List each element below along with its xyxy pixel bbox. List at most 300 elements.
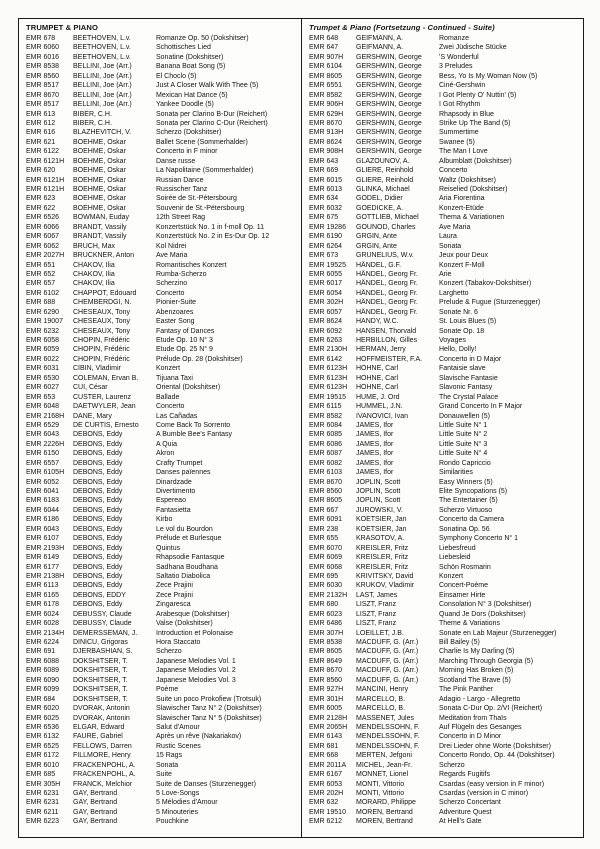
emr-number: EMR 668 xyxy=(309,752,339,760)
composer-name: GLIERE, Reinhold xyxy=(356,167,414,175)
composer-name: DE CURTIS, Ernesto xyxy=(73,421,139,429)
composer-name: FILLMORE, Henry xyxy=(73,752,131,760)
catalog-row xyxy=(309,789,579,798)
piece-title: 3 Preludes xyxy=(439,63,473,71)
composer-name: GAY, Bertrand xyxy=(73,808,118,816)
emr-number: EMR 8538 xyxy=(309,639,343,646)
piece-title: Fantaisie slave xyxy=(439,365,486,373)
composer-name: JAMES, Ifor xyxy=(356,431,394,439)
catalog-row xyxy=(309,638,579,647)
composer-name: BOEHME, Oskar xyxy=(73,167,126,175)
piece-title: Ciné-Gershwin xyxy=(439,82,486,90)
catalog-row xyxy=(26,798,297,807)
piece-title: Zece Prajini xyxy=(156,582,193,590)
catalog-row xyxy=(26,704,297,713)
composer-name: JOPLIN, Scott xyxy=(356,488,401,495)
catalog-row xyxy=(26,251,297,260)
composer-name: MENDELSSOHN, F. xyxy=(356,742,420,750)
catalog-row xyxy=(309,430,579,439)
composer-name: MENDELSSOHN, F. xyxy=(356,723,420,731)
composer-name: CHOPIN, Frédéric xyxy=(73,337,130,344)
composer-name: CHAKOV, Ilia xyxy=(73,280,115,288)
piece-title: Slawischer Tanz N° 2 (Dokshitser) xyxy=(156,705,262,713)
emr-number: EMR 632 xyxy=(309,799,339,807)
catalog-row xyxy=(26,72,297,81)
emr-number: EMR 6057 xyxy=(309,308,343,316)
emr-number: EMR 669 xyxy=(309,167,339,175)
composer-name: HANSEN, Thorvald xyxy=(356,327,417,335)
emr-number: EMR 6043 xyxy=(26,525,60,533)
composer-name: GERSHWIN, George xyxy=(356,148,422,156)
catalog-row xyxy=(309,657,579,666)
catalog-row xyxy=(309,298,579,307)
emr-number: EMR 6099 xyxy=(26,686,60,694)
composer-name: GEIFMANN, A. xyxy=(356,35,404,42)
catalog-row xyxy=(309,676,579,685)
catalog-row xyxy=(309,572,579,581)
catalog-row xyxy=(26,449,297,458)
piece-title: Konzertstück No. 1 in f-moll Op. 11 xyxy=(156,223,265,231)
catalog-row xyxy=(309,34,579,43)
composer-name: DOKSHITSER, T. xyxy=(73,695,128,703)
catalog-row xyxy=(309,449,579,458)
emr-number: EMR 6054 xyxy=(309,289,343,297)
piece-title: Sonata per Clarino B-Dur (Reichert) xyxy=(156,110,268,118)
composer-name: DEBONS, Eddy xyxy=(73,459,123,467)
catalog-row xyxy=(309,308,579,317)
emr-number: EMR 2130H xyxy=(309,346,348,354)
catalog-row xyxy=(26,62,297,71)
catalog-row xyxy=(309,223,579,232)
emr-number: EMR 2226H xyxy=(26,440,65,448)
composer-name: BOEHME, Oskar xyxy=(73,195,126,203)
catalog-row xyxy=(309,62,579,71)
emr-number: EMR 8670 xyxy=(309,667,343,675)
composer-name: MACDUFF, G. (Arr.) xyxy=(356,648,419,656)
catalog-row xyxy=(26,610,297,619)
catalog-row xyxy=(309,751,579,760)
emr-number: EMR 6091 xyxy=(309,516,343,524)
emr-number: EMR 907H xyxy=(309,53,344,61)
emr-number: EMR 6060 xyxy=(26,44,60,52)
catalog-row xyxy=(309,110,579,119)
piece-title: Sonate Nr. 6 xyxy=(439,308,478,316)
catalog-row xyxy=(309,647,579,656)
catalog-row xyxy=(26,279,297,288)
emr-number: EMR 6115 xyxy=(309,403,342,411)
composer-name: BELLINI, Joe (Arr.) xyxy=(73,82,132,90)
catalog-row xyxy=(309,798,579,807)
piece-title: Akron xyxy=(156,450,175,458)
composer-name: DEBONS, Eddy xyxy=(73,488,123,495)
piece-title: La Napolitaine (Sommerhalder) xyxy=(156,167,254,175)
catalog-row xyxy=(309,468,579,477)
piece-title: 5 Minouteries xyxy=(156,808,199,816)
piece-title: Rhapsody in Blue xyxy=(439,110,494,118)
composer-name: MONNET, Lionel xyxy=(356,771,409,779)
emr-number: EMR 6016 xyxy=(26,53,60,61)
catalog-row xyxy=(309,204,579,213)
catalog-row xyxy=(26,166,297,175)
composer-name: DEBONS, Eddy xyxy=(73,601,123,609)
piece-title: A Quia xyxy=(156,440,178,448)
piece-title: Little Suite N° 1 xyxy=(439,421,488,429)
emr-number: EMR 301H xyxy=(309,695,344,703)
catalog-row xyxy=(26,780,297,789)
composer-name: DEBONS, Eddy xyxy=(73,535,123,543)
emr-number: EMR 6530 xyxy=(26,374,60,382)
catalog-row xyxy=(309,506,579,515)
emr-number: EMR 629H xyxy=(309,110,344,118)
emr-number: EMR 6557 xyxy=(26,459,60,467)
piece-title: Fantasietta xyxy=(156,506,191,514)
piece-title: Après un rêve (Nakariakov) xyxy=(156,733,242,741)
catalog-row xyxy=(309,704,579,713)
composer-name: KRASOTOV, A. xyxy=(356,535,405,543)
emr-number: EMR 688 xyxy=(26,299,56,307)
piece-title: Prélude et Burlesque xyxy=(156,535,222,543)
catalog-row xyxy=(309,666,579,675)
emr-number: EMR 616 xyxy=(26,129,56,137)
catalog-row xyxy=(309,770,579,779)
composer-name: DVORAK, Antonin xyxy=(73,705,130,713)
piece-title: Japanese Melodies Vol. 3 xyxy=(156,676,236,684)
piece-title: Le vol du Bourdon xyxy=(156,525,213,533)
catalog-row xyxy=(26,440,297,449)
piece-title: Drei Lieder ohne Worte (Dokshitser) xyxy=(439,742,551,750)
emr-number: EMR 6041 xyxy=(26,488,60,495)
catalog-row xyxy=(309,695,579,704)
catalog-row xyxy=(26,619,297,628)
composer-name: DEBUSSY, Claude xyxy=(73,610,132,618)
piece-title: Hora Staccato xyxy=(156,639,201,646)
catalog-row xyxy=(309,402,579,411)
emr-number: EMR 643 xyxy=(309,157,339,165)
catalog-row xyxy=(309,817,579,826)
emr-number: EMR 6526 xyxy=(26,214,60,222)
column-header-continued: Trumpet & Piano (Fortsetzung - Continued - Suite) xyxy=(309,23,495,32)
piece-title: 12th Street Rag xyxy=(156,214,206,222)
catalog-row xyxy=(26,430,297,439)
emr-number: EMR 6087 xyxy=(309,450,343,458)
catalog-row xyxy=(309,355,579,364)
catalog-row xyxy=(26,81,297,90)
emr-number: EMR 19515 xyxy=(309,393,346,401)
emr-number: EMR 6088 xyxy=(26,657,60,665)
piece-title: Sonatina Op. 56 xyxy=(439,525,490,533)
composer-name: KRIVITSKY, David xyxy=(356,572,414,580)
emr-number: EMR 6212 xyxy=(309,818,343,826)
emr-number: EMR 6264 xyxy=(309,242,343,250)
emr-number: EMR 613 xyxy=(26,110,56,118)
composer-name: GERSHWIN, George xyxy=(356,101,422,109)
piece-title: Waltz (Dokshitser) xyxy=(439,176,496,184)
composer-name: HÄNDEL, Georg Fr. xyxy=(356,289,418,297)
emr-number: EMR 6025 xyxy=(26,714,60,722)
piece-title: Easter Song xyxy=(156,318,195,326)
piece-title: Sonatine (Dokshitser) xyxy=(156,53,224,61)
emr-number: EMR 652 xyxy=(26,270,56,278)
emr-number: EMR 667 xyxy=(309,506,339,514)
composer-name: MENDELSSOHN, F. xyxy=(356,733,420,741)
composer-name: JOPLIN, Scott xyxy=(356,497,401,505)
piece-title: Scherzo Virtuoso xyxy=(439,506,493,514)
catalog-row xyxy=(309,440,579,449)
composer-name: BOEHME, Oskar xyxy=(73,148,126,156)
composer-name: MANCINI, Henry xyxy=(356,686,409,694)
composer-name: GERSHWIN, George xyxy=(356,91,422,99)
emr-number: EMR 6104 xyxy=(309,63,343,71)
composer-name: GOEDICKE, A. xyxy=(356,204,404,212)
catalog-rows-left xyxy=(26,34,297,827)
emr-number: EMR 6178 xyxy=(26,601,60,609)
composer-name: DJERBASHIAN, S. xyxy=(73,648,133,656)
catalog-row xyxy=(26,138,297,147)
emr-number: EMR 6263 xyxy=(309,337,343,344)
piece-title: Concerto xyxy=(156,403,185,411)
emr-number: EMR 238 xyxy=(309,525,339,533)
composer-name: DEBONS, Eddy xyxy=(73,563,123,571)
piece-title: Tijuana Taxi xyxy=(156,374,193,382)
piece-title: At Hell's Gate xyxy=(439,818,482,826)
emr-number: EMR 2134H xyxy=(26,629,65,637)
catalog-row xyxy=(26,194,297,203)
emr-number: EMR 6024 xyxy=(26,610,60,618)
composer-name: DEBONS, Eddy xyxy=(73,516,123,524)
composer-name: CHOPIN, Frédéric xyxy=(73,355,130,363)
catalog-row xyxy=(309,91,579,100)
emr-number: EMR 6102 xyxy=(26,289,60,297)
composer-name: BELLINI, Joe (Arr.) xyxy=(73,101,132,109)
emr-number: EMR 6121H xyxy=(26,176,65,184)
emr-number: EMR 6290 xyxy=(26,308,60,316)
composer-name: FRANCK, Melchior xyxy=(73,780,133,788)
emr-number: EMR 8605 xyxy=(309,648,343,656)
piece-title: Zece Prajini xyxy=(156,591,193,599)
composer-name: HUMMEL, J.N. xyxy=(356,403,403,411)
catalog-row xyxy=(26,789,297,798)
emr-number: EMR 6031 xyxy=(26,365,60,373)
composer-name: HÄNDEL, G.F. xyxy=(356,261,402,269)
catalog-row xyxy=(309,213,579,222)
catalog-row xyxy=(26,119,297,128)
catalog-row xyxy=(309,119,579,128)
catalog-row xyxy=(26,695,297,704)
piece-title: Reiselied (Dokshitser) xyxy=(439,186,508,193)
piece-title: Csardas (easy version in F minor) xyxy=(439,780,545,788)
piece-title: Concerto xyxy=(156,289,185,297)
catalog-row xyxy=(309,100,579,109)
catalog-row xyxy=(26,808,297,817)
emr-number: EMR 6086 xyxy=(309,440,343,448)
composer-name: GAY, Bertrand xyxy=(73,799,118,807)
piece-title: Rustic Scenes xyxy=(156,742,201,750)
emr-number: EMR 19525 xyxy=(309,261,346,269)
piece-title: Summertime xyxy=(439,129,479,137)
emr-number: EMR 6165 xyxy=(26,591,60,599)
piece-title: 'S Wonderful xyxy=(439,53,479,61)
emr-number: EMR 6113 xyxy=(26,582,59,590)
emr-number: EMR 6232 xyxy=(26,327,60,335)
emr-number: EMR 655 xyxy=(309,535,339,543)
composer-name: CIBIN, Vladimir xyxy=(73,365,121,373)
piece-title: Romantisches Konzert xyxy=(156,261,227,269)
catalog-row xyxy=(309,53,579,62)
piece-title: Adventure Quest xyxy=(439,808,492,816)
composer-name: KREISLER, Fritz xyxy=(356,544,409,552)
composer-name: DEBONS, Eddy xyxy=(73,525,123,533)
catalog-row xyxy=(26,534,297,543)
catalog-row xyxy=(309,176,579,185)
piece-title: Suite un poco Prokofiew (Trotsuk) xyxy=(156,695,262,703)
emr-number: EMR 6092 xyxy=(309,327,343,335)
piece-title: Laura xyxy=(439,233,457,241)
emr-number: EMR 6028 xyxy=(26,620,60,628)
emr-number: EMR 6121H xyxy=(26,186,65,193)
catalog-row xyxy=(26,393,297,402)
piece-title: Konzert xyxy=(439,572,464,580)
piece-title: Romanze Op. 50 (Dokshitser) xyxy=(156,35,249,42)
composer-name: GAY, Bertrand xyxy=(73,790,118,797)
emr-number: EMR 8560 xyxy=(26,72,60,80)
piece-title: Ave Maria xyxy=(156,252,188,260)
piece-title: Sadhana Boudhana xyxy=(156,563,218,571)
catalog-row xyxy=(26,666,297,675)
catalog-row xyxy=(309,732,579,741)
composer-name: MERTEN, Jefgoni xyxy=(356,752,412,760)
catalog-row xyxy=(309,317,579,326)
emr-number: EMR 647 xyxy=(309,44,339,52)
piece-title: Poème xyxy=(156,686,179,694)
emr-number: EMR 8624 xyxy=(309,318,343,326)
emr-number: EMR 6172 xyxy=(26,752,60,760)
piece-title: Sonate Op. 18 xyxy=(439,327,485,335)
piece-title: Scotland The Brave (5) xyxy=(439,676,511,684)
composer-name: LISZT, Franz xyxy=(356,610,397,618)
emr-number: EMR 6149 xyxy=(26,554,60,562)
piece-title: Konzert xyxy=(156,365,181,373)
composer-name: BOEHME, Oskar xyxy=(73,157,126,165)
emr-number: EMR 8560 xyxy=(309,488,343,495)
catalog-row xyxy=(26,383,297,392)
piece-title: 5 Mélodies d'Amour xyxy=(156,799,218,807)
piece-title: Abenzoares xyxy=(156,308,194,316)
composer-name: JAMES, Ifor xyxy=(356,440,394,448)
catalog-row xyxy=(309,600,579,609)
catalog-row xyxy=(309,723,579,732)
catalog-row xyxy=(26,261,297,270)
emr-number: EMR 620 xyxy=(26,167,56,175)
emr-number: EMR 6536 xyxy=(26,723,60,731)
composer-name: HERMAN, Jerry xyxy=(356,346,406,354)
composer-name: JAMES, Ifor xyxy=(356,459,394,467)
catalog-row xyxy=(309,685,579,694)
piece-title: Konzert-Etüde xyxy=(439,204,484,212)
emr-number: EMR 6123H xyxy=(309,365,348,373)
composer-name: MASSENET, Jules xyxy=(356,714,414,722)
composer-name: BEETHOVEN, L.v. xyxy=(73,53,131,61)
piece-title: Scherzo xyxy=(156,648,182,656)
piece-title: Concerto da Camera xyxy=(439,516,504,524)
emr-number: EMR 653 xyxy=(26,393,56,401)
composer-name: DEBONS, Eddy xyxy=(73,544,123,552)
catalog-row xyxy=(309,81,579,90)
piece-title: Saltatio Diabolica xyxy=(156,572,211,580)
catalog-row xyxy=(309,43,579,52)
emr-number: EMR 6030 xyxy=(309,582,343,590)
emr-number: EMR 2138H xyxy=(26,572,65,580)
catalog-row xyxy=(26,147,297,156)
catalog-row xyxy=(26,676,297,685)
emr-number: EMR 6020 xyxy=(26,705,60,713)
piece-title: Divertimento xyxy=(156,488,196,495)
catalog-row xyxy=(309,553,579,562)
piece-title: Little Suite N° 2 xyxy=(439,431,488,439)
emr-number: EMR 2065H xyxy=(309,723,348,731)
catalog-row xyxy=(26,761,297,770)
piece-title: Crafty Trumpet xyxy=(156,459,203,467)
piece-title: Thema & Variationen xyxy=(439,214,505,222)
composer-name: HERBILLON, Gilles xyxy=(356,337,418,344)
emr-number: EMR 678 xyxy=(26,35,56,42)
piece-title: Adagio - Largo - Allegretto xyxy=(439,695,521,703)
piece-title: Yankee Doodle (5) xyxy=(156,101,214,109)
composer-name: DEBONS, Eddy xyxy=(73,478,123,486)
composer-name: DEBONS, Eddy xyxy=(73,572,123,580)
composer-name: CHESEAUX, Tony xyxy=(73,327,131,335)
emr-number: EMR 2011A xyxy=(309,761,347,769)
emr-number: EMR 6150 xyxy=(26,450,60,458)
catalog-row xyxy=(309,563,579,572)
composer-name: MORARD, Philippe xyxy=(356,799,416,807)
catalog-row xyxy=(26,91,297,100)
emr-number: EMR 6190 xyxy=(309,233,343,241)
emr-number: EMR 6070 xyxy=(309,544,343,552)
composer-name: GERSHWIN, George xyxy=(356,82,422,90)
piece-title: Bess, Yo Is My Woman Now (5) xyxy=(439,72,538,80)
catalog-row xyxy=(26,553,297,562)
emr-number: EMR 6069 xyxy=(309,554,343,562)
catalog-row xyxy=(309,629,579,638)
composer-name: IVANOVICI, Ivan xyxy=(356,412,408,420)
emr-number: EMR 8560 xyxy=(309,676,343,684)
emr-number: EMR 908H xyxy=(309,148,344,156)
emr-number: EMR 657 xyxy=(26,280,56,288)
composer-name: GRGIN, Ante xyxy=(356,233,397,241)
composer-name: JAMES, Ifor xyxy=(356,421,394,429)
catalog-row xyxy=(26,213,297,222)
piece-title: Las Cañadas xyxy=(156,412,198,420)
piece-title: Marching Through Georgia (5) xyxy=(439,657,534,665)
emr-number: EMR 691 xyxy=(26,648,56,656)
piece-title: Rhapsodie Fantasque xyxy=(156,554,225,562)
piece-title: Russian Dance xyxy=(156,176,204,184)
emr-number: EMR 6027 xyxy=(26,384,60,392)
emr-number: EMR 6043 xyxy=(26,431,60,439)
composer-name: CHAKOV, Ilia xyxy=(73,270,115,278)
catalog-row xyxy=(26,685,297,694)
composer-name: JUROWSKI, V. xyxy=(356,506,403,514)
catalog-row xyxy=(309,525,579,534)
emr-number: EMR 612 xyxy=(26,119,56,127)
piece-title: Japanese Melodies Vol. 1 xyxy=(156,657,236,665)
composer-name: MACDUFF, G. (Arr.) xyxy=(356,657,419,665)
emr-number: EMR 680 xyxy=(309,601,339,609)
piece-title: Little Suite N° 4 xyxy=(439,450,488,458)
piece-title: Auf Flügeln des Gesanges xyxy=(439,723,522,731)
composer-name: CUI, César xyxy=(73,384,108,392)
composer-name: MACDUFF, G. (Arr.) xyxy=(356,676,419,684)
